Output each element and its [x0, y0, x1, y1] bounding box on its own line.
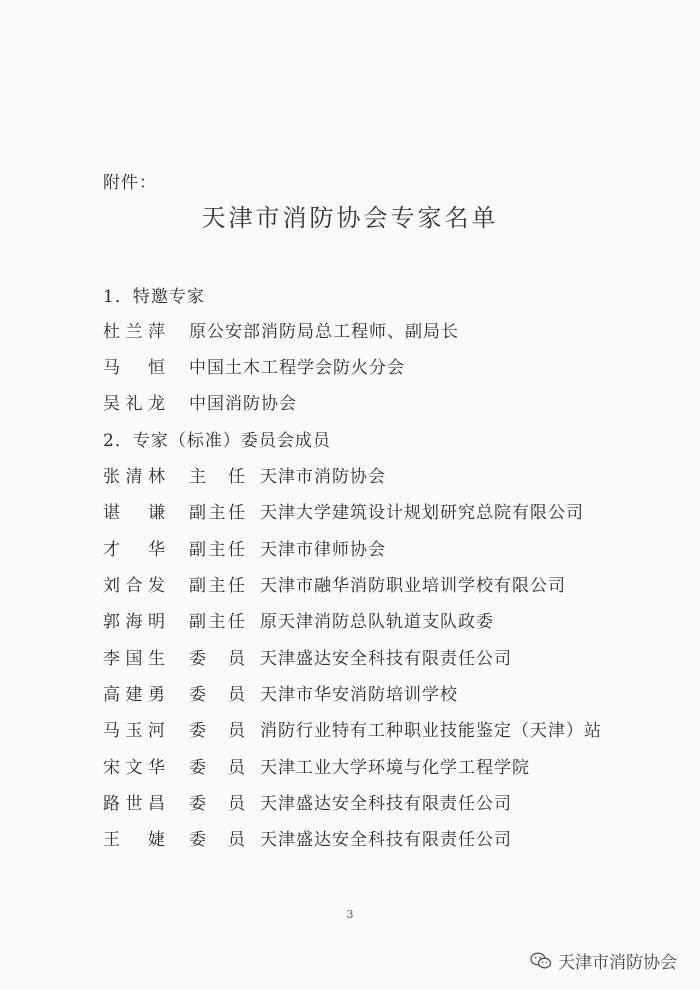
- section1-heading: 1．特邀专家: [103, 287, 205, 307]
- member-role: 委员: [189, 830, 245, 850]
- page-title: 天津市消防协会专家名单: [201, 204, 499, 232]
- member-org: 天津市融华消防职业培训学校有限公司: [260, 576, 566, 596]
- member-role: 副主任: [189, 612, 245, 632]
- member-role: 副主任: [189, 576, 245, 596]
- member-org: 原天津消防总队轨道支队政委: [260, 612, 494, 632]
- attachment-label: 附件：: [103, 173, 157, 193]
- section2-heading: 2．专家（标准）委员会成员: [103, 431, 331, 451]
- member-name: 郭海明: [103, 612, 165, 632]
- member-org: 中国消防协会: [189, 394, 297, 414]
- member-name: 张清林: [103, 467, 165, 487]
- member-org: 天津市律师协会: [260, 540, 386, 560]
- member-org: 天津盛达安全科技有限责任公司: [260, 649, 512, 669]
- member-name: 刘合发: [103, 576, 165, 596]
- member-org: 天津工业大学环境与化学工程学院: [260, 758, 530, 778]
- member-role: 副主任: [189, 540, 245, 560]
- member-name: 马恒: [103, 358, 165, 378]
- member-name: 吴礼龙: [103, 394, 165, 414]
- member-name: 宋文华: [103, 758, 165, 778]
- member-name: 谌谦: [103, 503, 165, 523]
- member-org: 天津市消防协会: [260, 467, 386, 487]
- member-name: 路世昌: [103, 794, 165, 814]
- watermark-text: 天津市消防协会: [558, 953, 677, 973]
- member-org: 中国土木工程学会防火分会: [189, 358, 405, 378]
- member-org: 原公安部消防局总工程师、副局长: [189, 322, 459, 342]
- member-name: 才华: [103, 540, 165, 560]
- wechat-icon: [530, 952, 552, 970]
- member-name: 王婕: [103, 830, 165, 850]
- member-org: 天津市华安消防培训学校: [260, 685, 458, 705]
- member-role: 主任: [189, 467, 245, 487]
- member-role: 委员: [189, 649, 245, 669]
- member-org: 天津大学建筑设计规划研究总院有限公司: [260, 503, 584, 523]
- member-org: 天津盛达安全科技有限责任公司: [260, 794, 512, 814]
- page-number: 3: [346, 908, 354, 921]
- watermark: [530, 948, 677, 973]
- member-org: 消防行业特有工种职业技能鉴定（天津）站: [260, 721, 602, 741]
- member-name: 高建勇: [103, 685, 165, 705]
- member-role: 委员: [189, 794, 245, 814]
- member-role: 副主任: [189, 503, 245, 523]
- member-name: 李国生: [103, 649, 165, 669]
- member-name: 杜兰萍: [103, 322, 165, 342]
- member-name: 马玉河: [103, 721, 165, 741]
- member-role: 委员: [189, 758, 245, 778]
- member-role: 委员: [189, 685, 245, 705]
- member-role: 委员: [189, 721, 245, 741]
- member-org: 天津盛达安全科技有限责任公司: [260, 830, 512, 850]
